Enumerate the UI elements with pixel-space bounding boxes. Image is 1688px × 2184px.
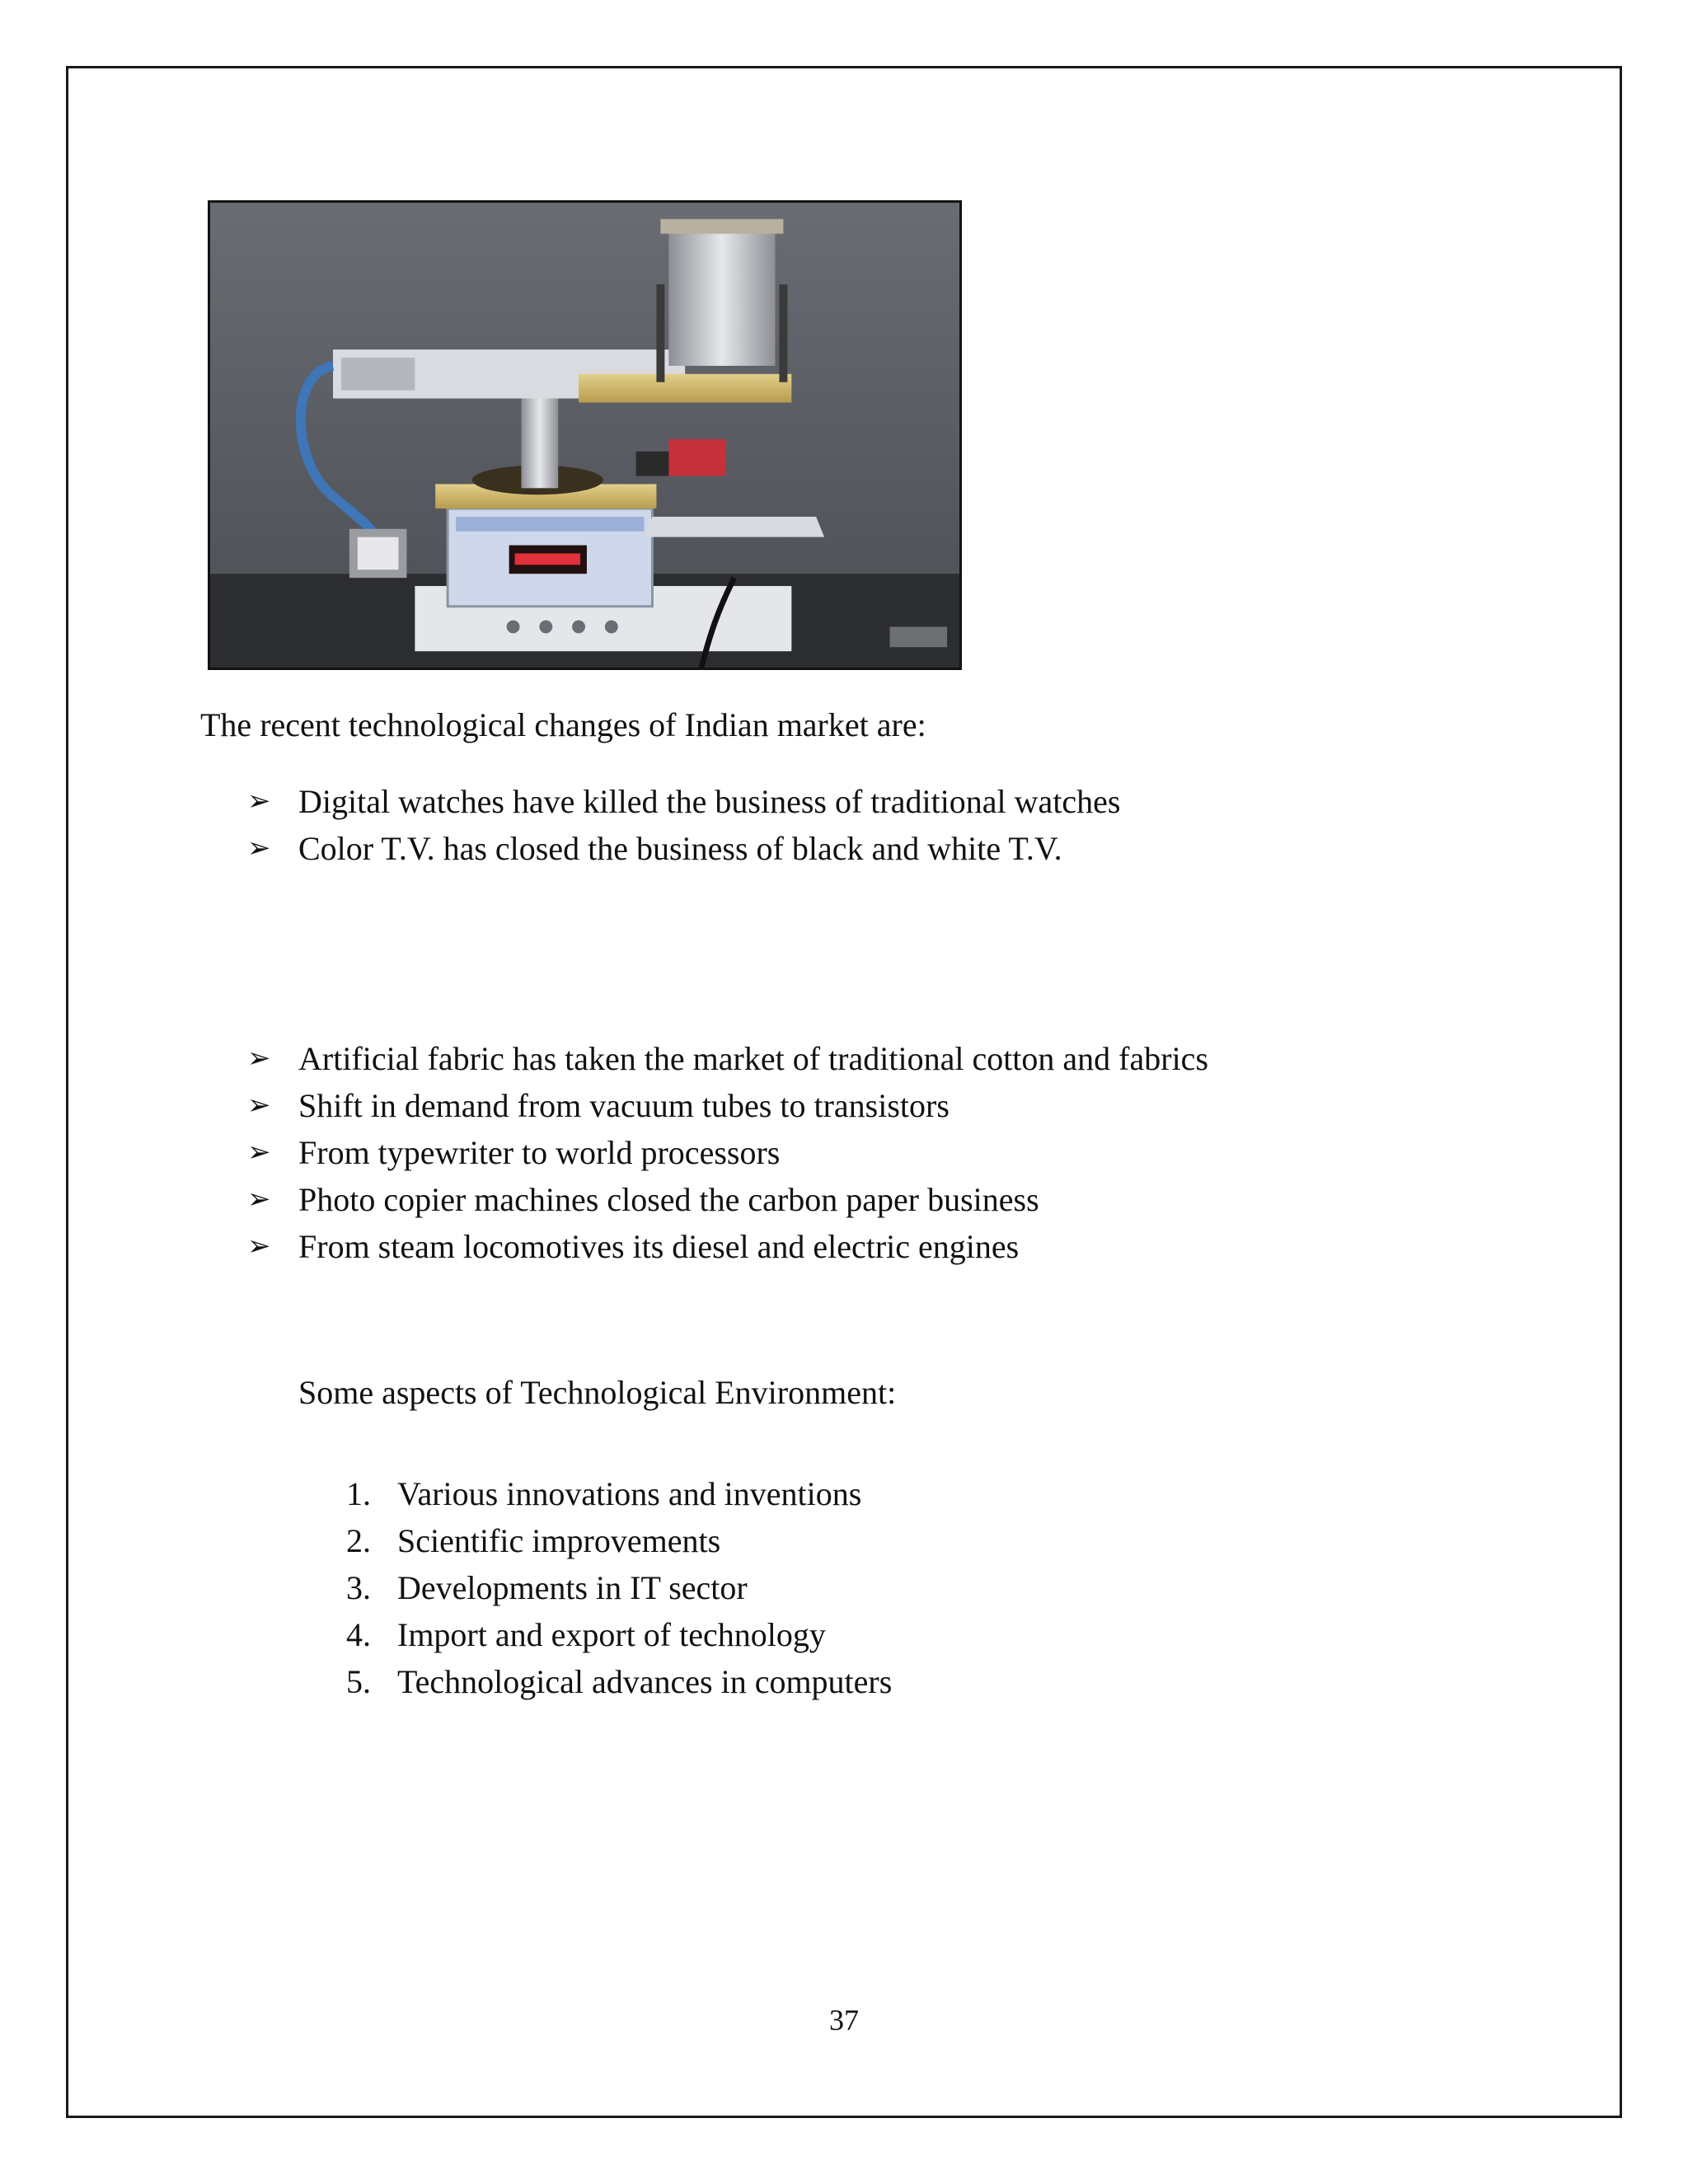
list-item [247, 825, 1121, 872]
list-item-text: Developments in IT sector [397, 1569, 748, 1606]
bullet-list-first [247, 778, 1121, 872]
bullet-list-second [247, 1035, 1208, 1270]
list-item-text: Various innovations and inventions [397, 1475, 862, 1512]
list-item-number: 2. [346, 1522, 371, 1559]
list-item [247, 1223, 1208, 1270]
list-item-text: Color T.V. has closed the business of black and white T.V. [298, 830, 1062, 867]
list-item [247, 1129, 1208, 1176]
arrow-bullet-icon: ➢ [247, 1042, 271, 1075]
list-item [346, 1470, 892, 1517]
list-item [346, 1611, 892, 1658]
list-item-text: Digital watches have killed the business of traditional watches [298, 783, 1121, 820]
arrow-bullet-icon: ➢ [247, 1089, 271, 1122]
list-item-number: 4. [346, 1616, 371, 1653]
arrow-bullet-icon: ➢ [247, 1230, 271, 1263]
list-item [247, 1035, 1208, 1082]
arrow-bullet-icon: ➢ [247, 1136, 271, 1169]
arrow-bullet-icon: ➢ [247, 1183, 271, 1216]
list-item [346, 1564, 892, 1611]
list-item [346, 1517, 892, 1564]
intro-text: The recent technological changes of Indian market are: [200, 706, 926, 743]
list-item-text: Artificial fabric has taken the market of traditional cotton and fabrics [298, 1040, 1209, 1077]
list-item-number: 1. [346, 1475, 371, 1512]
list-item-text: From typewriter to world processors [298, 1134, 781, 1171]
aspects-heading: Some aspects of Technological Environment: [298, 1374, 897, 1411]
arrow-bullet-icon: ➢ [247, 785, 271, 818]
machine-photo-icon [210, 203, 959, 668]
list-item-number: 3. [346, 1569, 371, 1606]
list-item-text: Scientific improvements [397, 1522, 721, 1559]
list-item [247, 1082, 1208, 1129]
list-item-text: Photo copier machines closed the carbon paper business [298, 1181, 1039, 1218]
list-item [247, 1176, 1208, 1223]
list-item-text: From steam locomotives its diesel and electric engines [298, 1228, 1020, 1265]
arrow-bullet-icon: ➢ [247, 832, 271, 865]
list-item-text: Technological advances in computers [397, 1663, 893, 1700]
list-item-text: Import and export of technology [397, 1616, 826, 1653]
machine-photo [208, 200, 962, 670]
list-item-number: 5. [346, 1663, 371, 1700]
aspects-list [346, 1470, 892, 1705]
page-number: 37 [829, 2004, 859, 2036]
list-item [346, 1658, 892, 1705]
list-item [247, 778, 1121, 825]
list-item-text: Shift in demand from vacuum tubes to transistors [298, 1087, 950, 1124]
